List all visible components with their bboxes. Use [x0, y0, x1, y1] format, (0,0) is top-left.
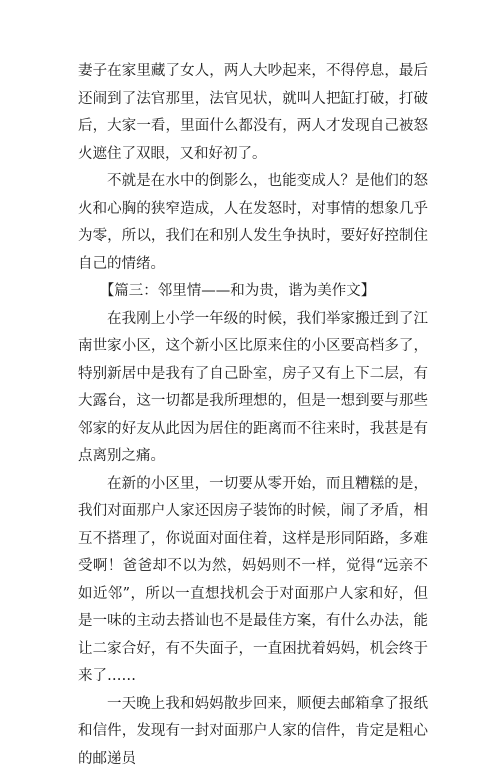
- paragraph-3: 在我刚上小学一年级的时候，我们举家搬迁到了江南世家小区，这个新小区比原来住的小区要高档多了，特别新居中是我有了自己卧室，房子又有上下二层，有大露台，这一切都是我所理想的，但是一想到要与那些邻家的好友从此因为居住的距离而不往来时，我甚是有点离别之痛。: [78, 306, 428, 471]
- paragraph-5: 一天晚上我和妈妈散步回来，顺便去邮箱拿了报纸和信件，发现有一封对面那户人家的信件，肯定是粗心的邮递员: [78, 691, 428, 773]
- paragraph-4: 在新的小区里，一切要从零开始，而且糟糕的是，我们对面那户人家还因房子装饰的时候，闹了矛盾，相互不搭理了，你说面对面住着，这样是形同陌路，多难受啊！爸爸却不以为然，妈妈则不一样，觉得“远亲不如近邻”，所以一直想找机会于对面那户人家和好，但是一味的主动去搭讪也不是最佳方案，有什么办法，能让二家合好，有不失面子，一直困扰着妈妈，机会终于来了……: [78, 471, 428, 691]
- paragraph-2: 不就是在水中的倒影么，也能变成人？是他们的怒火和心胸的狭窄造成，人在发怒时，对事情的想象几乎为零，所以，我们在和别人发生争执时，要好好控制住自己的情绪。: [78, 168, 428, 278]
- document-body: [78, 58, 428, 773]
- paragraph-1: 妻子在家里藏了女人，两人大吵起来，不得停息，最后还闹到了法官那里，法官见状，就叫人把缸打破，打破后，大家一看，里面什么都没有，两人才发现自己被怒火遮住了双眼，又和好初了。: [78, 58, 428, 168]
- section-heading: 【篇三：邻里情——和为贵，谐为美作文】: [78, 278, 428, 306]
